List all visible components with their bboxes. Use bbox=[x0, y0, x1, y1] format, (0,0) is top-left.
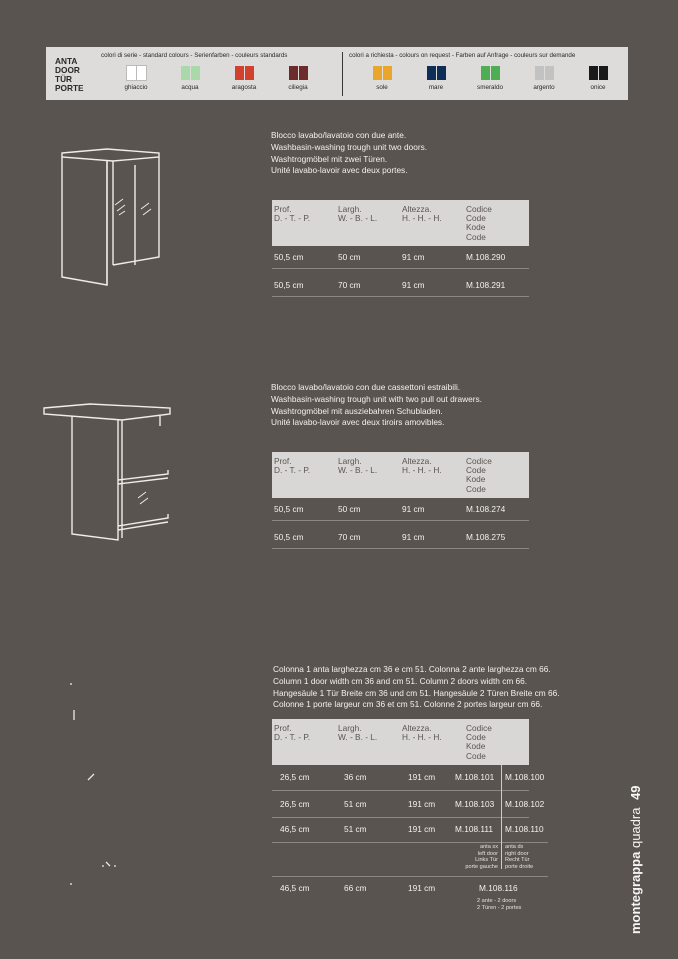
table-cell: M.108.101 bbox=[455, 772, 495, 782]
table-header bbox=[272, 200, 529, 246]
table-cell: 191 cm bbox=[408, 883, 436, 893]
note-line: Links Tür bbox=[475, 857, 498, 864]
swatch-argento bbox=[524, 66, 564, 91]
swatch-chip-right bbox=[191, 66, 200, 80]
swatch-chip bbox=[524, 66, 564, 80]
note-line: 2 ante - 2 doors bbox=[477, 898, 517, 904]
header-line: W. - B. - L. bbox=[338, 732, 378, 743]
swatch-acqua bbox=[170, 66, 210, 91]
header-line: H. - H. - H. bbox=[402, 732, 442, 743]
swatch-label: smeraldo bbox=[477, 84, 503, 91]
row-divider bbox=[272, 842, 548, 843]
brand-footer bbox=[628, 785, 643, 934]
header-line: Code bbox=[466, 732, 486, 743]
table-cell: 36 cm bbox=[344, 772, 367, 782]
header-line: W. - B. - L. bbox=[338, 465, 378, 476]
header-line: Prof. bbox=[274, 723, 292, 733]
table-cell: 26,5 cm bbox=[280, 772, 310, 782]
swatch-label: ciliegia bbox=[288, 84, 308, 91]
collection-name: quadra bbox=[628, 807, 643, 849]
table-cell: 91 cm bbox=[402, 252, 425, 262]
header-col-2 bbox=[402, 457, 442, 475]
table-cell: 191 cm bbox=[408, 799, 436, 809]
legend-divider bbox=[342, 52, 343, 96]
row-divider bbox=[272, 520, 529, 521]
swatch-chip-left bbox=[481, 66, 490, 80]
note-line: Recht Tür bbox=[505, 857, 530, 864]
two-door-note bbox=[477, 898, 521, 911]
table-header bbox=[272, 719, 529, 765]
header-line: Largh. bbox=[338, 723, 362, 733]
swatch-chip-right bbox=[245, 66, 254, 80]
row-divider bbox=[272, 296, 529, 297]
swatch-label: aragosta bbox=[231, 84, 257, 91]
header-col-1 bbox=[338, 457, 377, 475]
header-line: Code bbox=[466, 750, 486, 761]
note-line: porte droite bbox=[505, 863, 534, 870]
row-divider bbox=[272, 268, 529, 269]
table-cell: M.108.110 bbox=[505, 824, 544, 834]
swatch-chip-right bbox=[491, 66, 500, 80]
swatch-smeraldo bbox=[470, 66, 510, 91]
table-cell: 66 cm bbox=[344, 883, 367, 893]
swatch-label: onice bbox=[590, 84, 606, 91]
door-label: ANTA DOOR TÜR PORTE bbox=[55, 56, 84, 93]
standard-colours-title: colori di serie - standard colours - Serienfarben - couleurs standards bbox=[101, 52, 288, 59]
table-cell: M.108.275 bbox=[466, 532, 506, 542]
swatch-chip-left bbox=[535, 66, 544, 80]
header-line: W. - B. - L. bbox=[338, 213, 378, 224]
swatch-chip-right bbox=[383, 66, 392, 80]
note-line: porte gauche bbox=[465, 863, 498, 870]
header-line: Codice bbox=[466, 456, 492, 466]
header-line: Prof. bbox=[274, 456, 292, 466]
section-3-table bbox=[272, 719, 552, 919]
table-cell: M.108.274 bbox=[466, 504, 506, 514]
swatch-chip-left bbox=[235, 66, 244, 80]
section-1-description: Blocco lavabo/lavatoio con due ante. Washbasin-washing trough unit two doors. Washtrogmöbel mit zwei Türen. Unité lavabo-lavoir avec deux portes. bbox=[271, 130, 428, 176]
section-2-description: Blocco lavabo/lavatoio con due cassettoni estraibili. Washbasin-washing trough unit with two pull out drawers. Washtrogmöbel mit ausziebahren Schubladen. Unité lavabo-lavoir avec deux tiroirs amovibles. bbox=[271, 382, 482, 428]
header-line: Kode bbox=[466, 474, 486, 485]
swatch-chip-right bbox=[437, 66, 446, 80]
swatch-mare bbox=[416, 66, 456, 91]
swatch-chip bbox=[578, 66, 618, 80]
table-cell: 51 cm bbox=[344, 824, 367, 834]
swatch-onice bbox=[578, 66, 618, 91]
header-col-2 bbox=[402, 724, 442, 742]
header-line: D. - T. - P. bbox=[274, 213, 311, 224]
colour-legend bbox=[46, 47, 628, 100]
header-line: Kode bbox=[466, 741, 486, 752]
header-line: D. - T. - P. bbox=[274, 732, 311, 743]
table-cell: 50,5 cm bbox=[274, 532, 304, 542]
table-cell: M.108.116 bbox=[479, 883, 518, 893]
swatch-chip-right bbox=[137, 66, 146, 80]
swatch-chip bbox=[170, 66, 210, 80]
swatch-chip bbox=[224, 66, 264, 80]
note-line: right door bbox=[505, 850, 529, 857]
swatch-ghiaccio bbox=[116, 66, 156, 91]
row-divider bbox=[272, 790, 529, 791]
swatch-ciliegia bbox=[278, 66, 318, 91]
header-col-3 bbox=[466, 724, 492, 761]
row-divider bbox=[272, 548, 529, 549]
header-col-0 bbox=[274, 724, 310, 742]
right-door-note bbox=[505, 844, 533, 870]
swatch-aragosta bbox=[224, 66, 264, 91]
note-line: left door bbox=[477, 850, 498, 857]
header-col-1 bbox=[338, 205, 377, 223]
header-line: Altezza. bbox=[402, 204, 432, 214]
header-line: Kode bbox=[466, 222, 486, 233]
header-line: Largh. bbox=[338, 204, 362, 214]
table-cell: 50,5 cm bbox=[274, 504, 304, 514]
swatch-chip-left bbox=[373, 66, 382, 80]
header-line: Code bbox=[466, 483, 486, 494]
table-cell: 26,5 cm bbox=[280, 799, 310, 809]
swatch-chip bbox=[416, 66, 456, 80]
section-3-description: Colonna 1 anta larghezza cm 36 e cm 51. Colonna 2 ante larghezza cm 66. Column 1 door width cm 36 and cm 51. Column 2 doors width cm 66. Hangesäule 1 Tür Breite cm 36 und cm 51. Hangesäule 2 Türen Breite cm 66. Colonne 1 porte largeur cm 36 et cm 51. Colonne 2 portes largeur cm 66. bbox=[273, 664, 560, 710]
brand-name: montegrappa bbox=[628, 851, 643, 934]
section-1-table bbox=[272, 200, 529, 300]
swatch-chip-right bbox=[545, 66, 554, 80]
note-line: 2 Türen - 2 portes bbox=[477, 904, 522, 911]
note-line: anta dx bbox=[505, 844, 524, 850]
header-line: Altezza. bbox=[402, 456, 432, 466]
table-cell: M.108.111 bbox=[455, 824, 493, 834]
row-divider bbox=[272, 876, 548, 877]
swatch-label: sole bbox=[376, 84, 388, 91]
header-col-2 bbox=[402, 205, 442, 223]
header-line: Codice bbox=[466, 723, 492, 733]
header-col-3 bbox=[466, 205, 492, 242]
row-divider bbox=[272, 817, 529, 818]
table-cell: M.108.103 bbox=[455, 799, 495, 809]
header-line: Code bbox=[466, 213, 486, 224]
header-line: H. - H. - H. bbox=[402, 213, 442, 224]
table-cell: 46,5 cm bbox=[280, 824, 310, 834]
header-line: Code bbox=[466, 231, 486, 242]
header-col-1 bbox=[338, 724, 377, 742]
table-cell: 70 cm bbox=[338, 280, 361, 290]
code-column-divider bbox=[501, 765, 502, 869]
swatch-chip-right bbox=[299, 66, 308, 80]
header-line: Prof. bbox=[274, 204, 292, 214]
header-col-3 bbox=[466, 457, 492, 494]
header-line: Largh. bbox=[338, 456, 362, 466]
table-cell: 191 cm bbox=[408, 772, 436, 782]
table-cell: 50 cm bbox=[338, 504, 361, 514]
header-line: Codice bbox=[466, 204, 492, 214]
swatch-chip bbox=[362, 66, 402, 80]
table-cell: M.108.102 bbox=[505, 799, 545, 809]
table-cell: 91 cm bbox=[402, 504, 425, 514]
swatch-chip-left bbox=[127, 66, 136, 80]
header-line: D. - T. - P. bbox=[274, 465, 311, 476]
swatch-chip bbox=[116, 66, 156, 80]
header-line: H. - H. - H. bbox=[402, 465, 442, 476]
header-line: Code bbox=[466, 465, 486, 476]
swatch-chip-right bbox=[599, 66, 608, 80]
header-col-0 bbox=[274, 457, 310, 475]
note-line: anta sx bbox=[479, 844, 498, 850]
table-cell: 91 cm bbox=[402, 280, 425, 290]
left-door-note bbox=[456, 844, 498, 870]
column-cabinet-drawing bbox=[66, 680, 120, 890]
swatch-sole bbox=[362, 66, 402, 91]
table-cell: M.108.290 bbox=[466, 252, 506, 262]
table-header bbox=[272, 452, 529, 498]
table-cell: 50 cm bbox=[338, 252, 361, 262]
table-cell: 191 cm bbox=[408, 824, 436, 834]
table-cell: 46,5 cm bbox=[280, 883, 310, 893]
swatch-chip-left bbox=[589, 66, 598, 80]
swatch-chip bbox=[278, 66, 318, 80]
swatch-label: ghiaccio bbox=[124, 84, 148, 91]
swatch-chip-left bbox=[289, 66, 298, 80]
table-cell: M.108.291 bbox=[466, 280, 506, 290]
swatch-label: mare bbox=[428, 84, 444, 91]
section-2-table bbox=[272, 452, 529, 552]
cabinet-two-doors-drawing bbox=[55, 145, 165, 293]
swatch-chip-left bbox=[427, 66, 436, 80]
header-col-0 bbox=[274, 205, 310, 223]
table-cell: 91 cm bbox=[402, 532, 425, 542]
table-cell: 70 cm bbox=[338, 532, 361, 542]
swatch-chip-left bbox=[181, 66, 190, 80]
header-line: Altezza. bbox=[402, 723, 432, 733]
swatch-label: acqua bbox=[181, 84, 199, 91]
request-colours-title: colori a richiesta - colours on request - Farben auf Anfrage - couleurs sur demande bbox=[349, 52, 576, 59]
table-cell: 51 cm bbox=[344, 799, 367, 809]
swatch-chip bbox=[470, 66, 510, 80]
cabinet-two-drawers-drawing bbox=[42, 398, 174, 544]
table-cell: M.108.100 bbox=[505, 772, 545, 782]
table-cell: 50,5 cm bbox=[274, 252, 304, 262]
swatch-label: argento bbox=[533, 84, 555, 91]
page-number: 49 bbox=[628, 785, 643, 800]
table-cell: 50,5 cm bbox=[274, 280, 304, 290]
